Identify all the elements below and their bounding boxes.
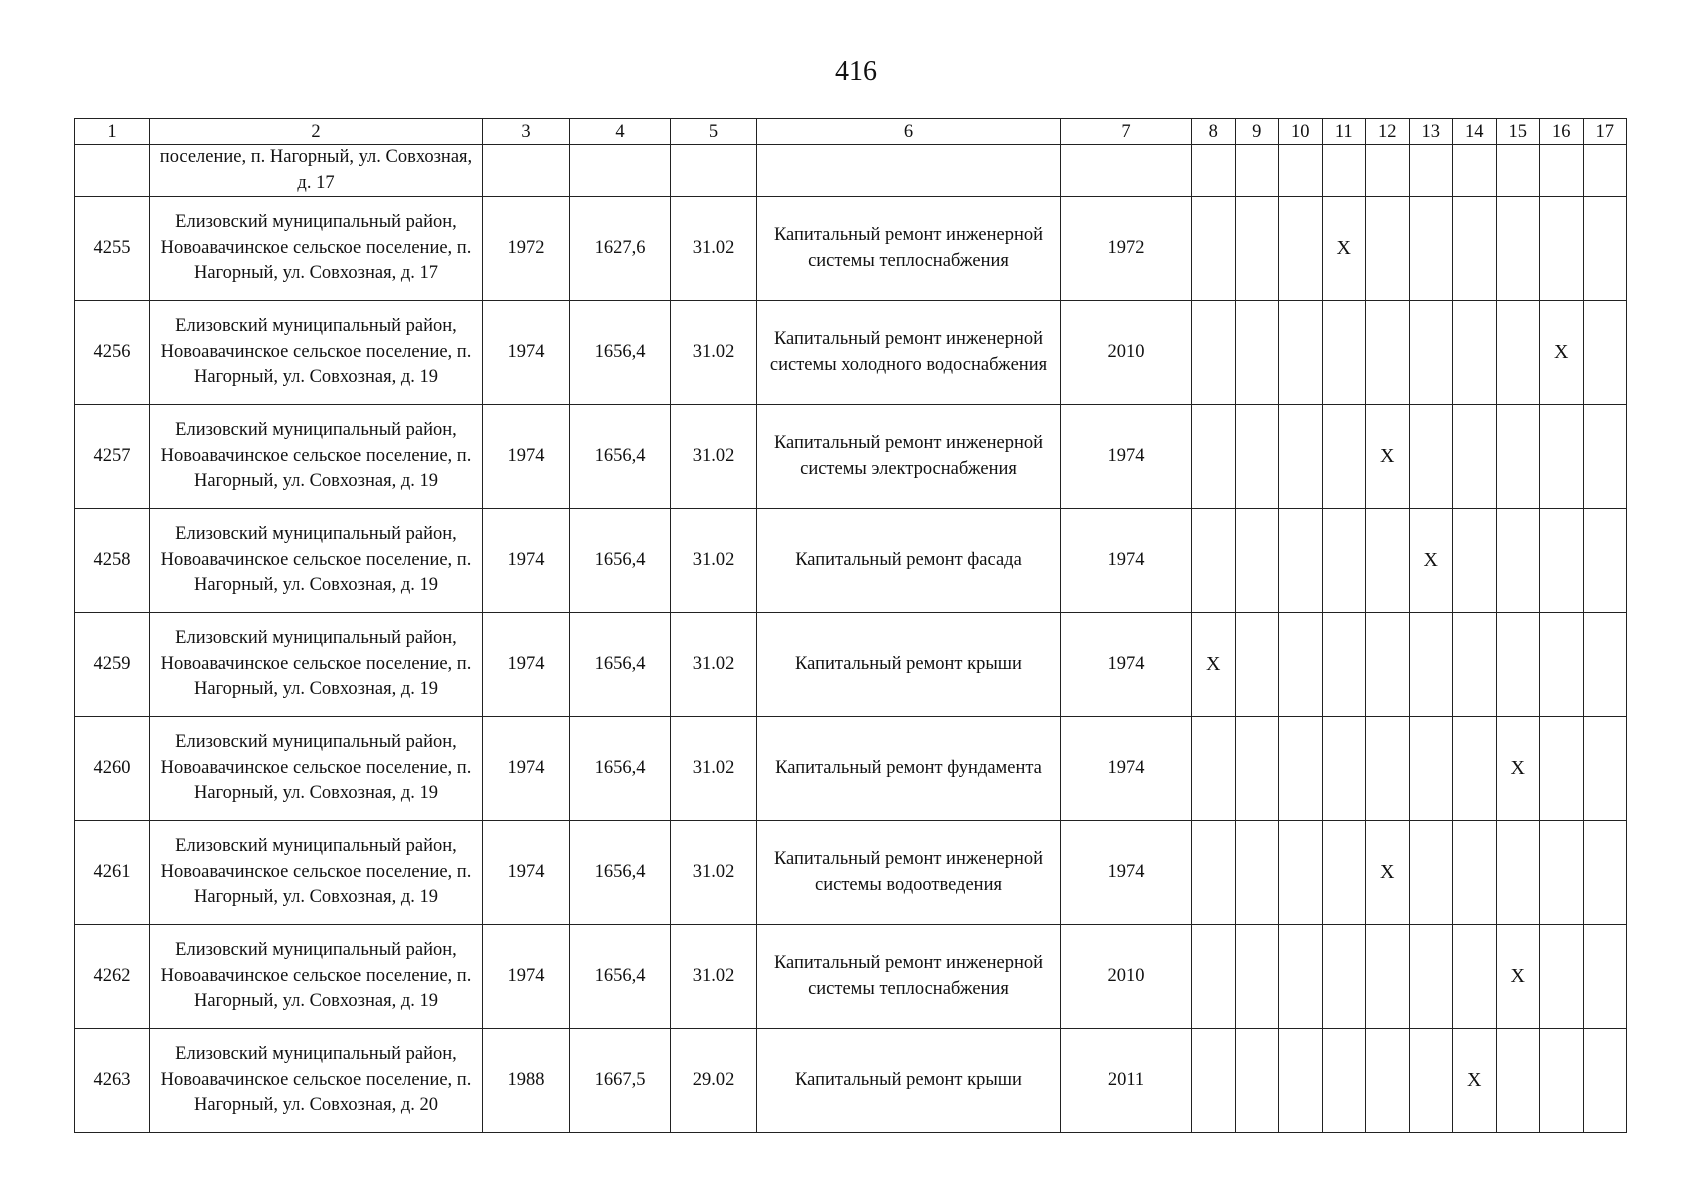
schedule-cell: [1540, 613, 1584, 717]
empty-cell: [1540, 145, 1584, 197]
last-repair-year-cell: 1974: [1061, 821, 1192, 925]
work-type-cell: Капитальный ремонт крыши: [757, 1029, 1061, 1133]
schedule-cell: [1366, 717, 1410, 821]
table-row: [75, 405, 1627, 509]
schedule-cell: [1496, 613, 1540, 717]
schedule-cell: [1235, 301, 1279, 405]
table-row: [75, 301, 1627, 405]
header-cell-14: 14: [1453, 119, 1497, 145]
header-cell-3: 3: [483, 119, 570, 145]
table-row: [75, 717, 1627, 821]
schedule-cell: [1279, 509, 1323, 613]
header-cell-16: 16: [1540, 119, 1584, 145]
work-type-cell: Капитальный ремонт крыши: [757, 613, 1061, 717]
schedule-cell: [1235, 717, 1279, 821]
continuation-row: [75, 145, 1627, 197]
table-row: [75, 1029, 1627, 1133]
construction-year-cell: 1974: [483, 717, 570, 821]
schedule-cell: [1496, 821, 1540, 925]
column-number-header-row: [75, 119, 1627, 145]
last-repair-year-cell: 1974: [1061, 613, 1192, 717]
header-cell-13: 13: [1409, 119, 1453, 145]
schedule-cell: [1453, 301, 1497, 405]
schedule-cell: [1496, 1029, 1540, 1133]
schedule-cell: [1453, 613, 1497, 717]
construction-year-cell: 1974: [483, 613, 570, 717]
schedule-cell: [1192, 821, 1236, 925]
record-number-cell: 4262: [75, 925, 150, 1029]
schedule-cell: [1583, 405, 1627, 509]
record-number-cell: 4259: [75, 613, 150, 717]
work-type-cell: Капитальный ремонт инженерной системы холодного водоснабжения: [757, 301, 1061, 405]
schedule-cell: [1322, 509, 1366, 613]
repair-schedule-table: [74, 118, 1627, 1133]
code-cell: 31.02: [671, 405, 757, 509]
last-repair-year-cell: 2010: [1061, 925, 1192, 1029]
record-number-cell: 4260: [75, 717, 150, 821]
schedule-cell: [1409, 405, 1453, 509]
schedule-cell: [1366, 509, 1410, 613]
schedule-cell: [1192, 925, 1236, 1029]
code-cell: 29.02: [671, 1029, 757, 1133]
last-repair-year-cell: 1974: [1061, 405, 1192, 509]
schedule-cell: [1409, 925, 1453, 1029]
schedule-cell: [1540, 717, 1584, 821]
schedule-mark-cell: X: [1540, 301, 1584, 405]
schedule-cell: [1366, 301, 1410, 405]
schedule-cell: [1496, 405, 1540, 509]
schedule-cell: [1453, 405, 1497, 509]
work-type-cell: Капитальный ремонт фундамента: [757, 717, 1061, 821]
area-cell: 1656,4: [570, 405, 671, 509]
last-repair-year-cell: 1972: [1061, 197, 1192, 301]
area-cell: 1656,4: [570, 717, 671, 821]
code-cell: 31.02: [671, 509, 757, 613]
schedule-mark-cell: X: [1366, 405, 1410, 509]
schedule-cell: [1496, 197, 1540, 301]
schedule-cell: [1279, 821, 1323, 925]
schedule-mark-cell: X: [1496, 925, 1540, 1029]
schedule-cell: [1192, 405, 1236, 509]
construction-year-cell: 1974: [483, 405, 570, 509]
schedule-cell: [1235, 925, 1279, 1029]
schedule-cell: [1192, 1029, 1236, 1133]
address-cell: Елизовский муниципальный район, Новоавачинское сельское поселение, п. Нагорный, ул. Совхозная, д. 19: [150, 405, 483, 509]
schedule-cell: [1540, 509, 1584, 613]
schedule-mark-cell: X: [1322, 197, 1366, 301]
schedule-mark-cell: X: [1496, 717, 1540, 821]
schedule-cell: [1235, 405, 1279, 509]
table-row: [75, 197, 1627, 301]
schedule-cell: [1192, 509, 1236, 613]
header-cell-17: 17: [1583, 119, 1627, 145]
schedule-cell: [1322, 613, 1366, 717]
address-cell: Елизовский муниципальный район, Новоавачинское сельское поселение, п. Нагорный, ул. Совхозная, д. 19: [150, 717, 483, 821]
schedule-cell: [1235, 613, 1279, 717]
schedule-cell: [1409, 821, 1453, 925]
schedule-cell: [1279, 925, 1323, 1029]
schedule-cell: [1453, 509, 1497, 613]
header-cell-12: 12: [1366, 119, 1410, 145]
schedule-cell: [1279, 301, 1323, 405]
schedule-cell: [1583, 509, 1627, 613]
schedule-cell: [1322, 821, 1366, 925]
area-cell: 1656,4: [570, 925, 671, 1029]
empty-cell: [1409, 145, 1453, 197]
work-type-cell: Капитальный ремонт инженерной системы электроснабжения: [757, 405, 1061, 509]
table-row: [75, 821, 1627, 925]
empty-cell: [1366, 145, 1410, 197]
schedule-cell: [1409, 301, 1453, 405]
empty-cell: [1061, 145, 1192, 197]
schedule-mark-cell: X: [1366, 821, 1410, 925]
schedule-cell: [1366, 925, 1410, 1029]
schedule-cell: [1583, 821, 1627, 925]
code-cell: 31.02: [671, 717, 757, 821]
empty-cell: [1192, 145, 1236, 197]
table-row: [75, 613, 1627, 717]
empty-cell: [671, 145, 757, 197]
schedule-cell: [1366, 1029, 1410, 1133]
schedule-cell: [1583, 613, 1627, 717]
schedule-cell: [1235, 1029, 1279, 1133]
schedule-mark-cell: X: [1409, 509, 1453, 613]
area-cell: 1627,6: [570, 197, 671, 301]
header-cell-2: 2: [150, 119, 483, 145]
record-number-cell: 4261: [75, 821, 150, 925]
empty-cell: [1279, 145, 1323, 197]
area-cell: 1656,4: [570, 821, 671, 925]
schedule-cell: [1366, 197, 1410, 301]
code-cell: 31.02: [671, 821, 757, 925]
code-cell: 31.02: [671, 925, 757, 1029]
record-number-cell: 4258: [75, 509, 150, 613]
schedule-cell: [1279, 197, 1323, 301]
schedule-cell: [1583, 717, 1627, 821]
schedule-cell: [1453, 197, 1497, 301]
schedule-cell: [1409, 717, 1453, 821]
schedule-cell: [1235, 821, 1279, 925]
schedule-cell: [1540, 1029, 1584, 1133]
schedule-cell: [1279, 1029, 1323, 1133]
empty-cell: [1583, 145, 1627, 197]
construction-year-cell: 1974: [483, 821, 570, 925]
last-repair-year-cell: 1974: [1061, 509, 1192, 613]
schedule-cell: [1279, 613, 1323, 717]
schedule-cell: [1496, 509, 1540, 613]
schedule-cell: [1279, 405, 1323, 509]
schedule-cell: [1366, 613, 1410, 717]
address-cell: Елизовский муниципальный район, Новоавачинское сельское поселение, п. Нагорный, ул. Совхозная, д. 19: [150, 925, 483, 1029]
area-cell: 1656,4: [570, 613, 671, 717]
schedule-mark-cell: X: [1192, 613, 1236, 717]
record-number-cell: 4255: [75, 197, 150, 301]
address-cell: Елизовский муниципальный район, Новоавачинское сельское поселение, п. Нагорный, ул. Совхозная, д. 19: [150, 821, 483, 925]
empty-cell: [1453, 145, 1497, 197]
record-number-cell: 4256: [75, 301, 150, 405]
address-cell: Елизовский муниципальный район, Новоавачинское сельское поселение, п. Нагорный, ул. Совхозная, д. 20: [150, 1029, 483, 1133]
header-cell-5: 5: [671, 119, 757, 145]
address-cell: Елизовский муниципальный район, Новоавачинское сельское поселение, п. Нагорный, ул. Совхозная, д. 19: [150, 301, 483, 405]
schedule-cell: [1192, 301, 1236, 405]
record-number-cell: 4257: [75, 405, 150, 509]
address-cell: Елизовский муниципальный район, Новоавачинское сельское поселение, п. Нагорный, ул. Совхозная, д. 19: [150, 509, 483, 613]
table-row: [75, 509, 1627, 613]
code-cell: 31.02: [671, 197, 757, 301]
schedule-cell: [1496, 301, 1540, 405]
header-cell-4: 4: [570, 119, 671, 145]
schedule-cell: [1409, 197, 1453, 301]
work-type-cell: Капитальный ремонт фасада: [757, 509, 1061, 613]
code-cell: 31.02: [671, 301, 757, 405]
construction-year-cell: 1988: [483, 1029, 570, 1133]
empty-cell: [570, 145, 671, 197]
schedule-cell: [1322, 405, 1366, 509]
schedule-cell: [1322, 1029, 1366, 1133]
work-type-cell: Капитальный ремонт инженерной системы теплоснабжения: [757, 925, 1061, 1029]
schedule-cell: [1192, 717, 1236, 821]
construction-year-cell: 1972: [483, 197, 570, 301]
construction-year-cell: 1974: [483, 925, 570, 1029]
construction-year-cell: 1974: [483, 509, 570, 613]
empty-cell: [75, 145, 150, 197]
area-cell: 1656,4: [570, 301, 671, 405]
area-cell: 1667,5: [570, 1029, 671, 1133]
area-cell: 1656,4: [570, 509, 671, 613]
header-cell-7: 7: [1061, 119, 1192, 145]
header-cell-8: 8: [1192, 119, 1236, 145]
schedule-cell: [1192, 197, 1236, 301]
schedule-cell: [1409, 613, 1453, 717]
schedule-cell: [1540, 197, 1584, 301]
schedule-cell: [1235, 197, 1279, 301]
schedule-cell: [1322, 301, 1366, 405]
last-repair-year-cell: 1974: [1061, 717, 1192, 821]
work-type-cell: Капитальный ремонт инженерной системы водоотведения: [757, 821, 1061, 925]
address-cell: Елизовский муниципальный район, Новоавачинское сельское поселение, п. Нагорный, ул. Совхозная, д. 17: [150, 197, 483, 301]
address-cell: поселение, п. Нагорный, ул. Совхозная, д. 17: [150, 145, 483, 197]
schedule-cell: [1583, 1029, 1627, 1133]
header-cell-15: 15: [1496, 119, 1540, 145]
empty-cell: [1235, 145, 1279, 197]
code-cell: 31.02: [671, 613, 757, 717]
schedule-cell: [1540, 821, 1584, 925]
header-cell-6: 6: [757, 119, 1061, 145]
schedule-cell: [1453, 821, 1497, 925]
header-cell-10: 10: [1279, 119, 1323, 145]
table-row: [75, 925, 1627, 1029]
schedule-cell: [1583, 197, 1627, 301]
schedule-cell: [1322, 925, 1366, 1029]
header-cell-9: 9: [1235, 119, 1279, 145]
schedule-cell: [1235, 509, 1279, 613]
schedule-cell: [1583, 301, 1627, 405]
work-type-cell: Капитальный ремонт инженерной системы теплоснабжения: [757, 197, 1061, 301]
schedule-cell: [1583, 925, 1627, 1029]
construction-year-cell: 1974: [483, 301, 570, 405]
empty-cell: [1322, 145, 1366, 197]
empty-cell: [483, 145, 570, 197]
record-number-cell: 4263: [75, 1029, 150, 1133]
schedule-cell: [1322, 717, 1366, 821]
empty-cell: [757, 145, 1061, 197]
last-repair-year-cell: 2011: [1061, 1029, 1192, 1133]
schedule-cell: [1453, 925, 1497, 1029]
schedule-cell: [1453, 717, 1497, 821]
address-cell: Елизовский муниципальный район, Новоавачинское сельское поселение, п. Нагорный, ул. Совхозная, д. 19: [150, 613, 483, 717]
schedule-cell: [1540, 405, 1584, 509]
last-repair-year-cell: 2010: [1061, 301, 1192, 405]
empty-cell: [1496, 145, 1540, 197]
schedule-cell: [1279, 717, 1323, 821]
schedule-mark-cell: X: [1453, 1029, 1497, 1133]
schedule-cell: [1540, 925, 1584, 1029]
header-cell-11: 11: [1322, 119, 1366, 145]
header-cell-1: 1: [75, 119, 150, 145]
page-number: 416: [835, 56, 877, 87]
schedule-cell: [1409, 1029, 1453, 1133]
